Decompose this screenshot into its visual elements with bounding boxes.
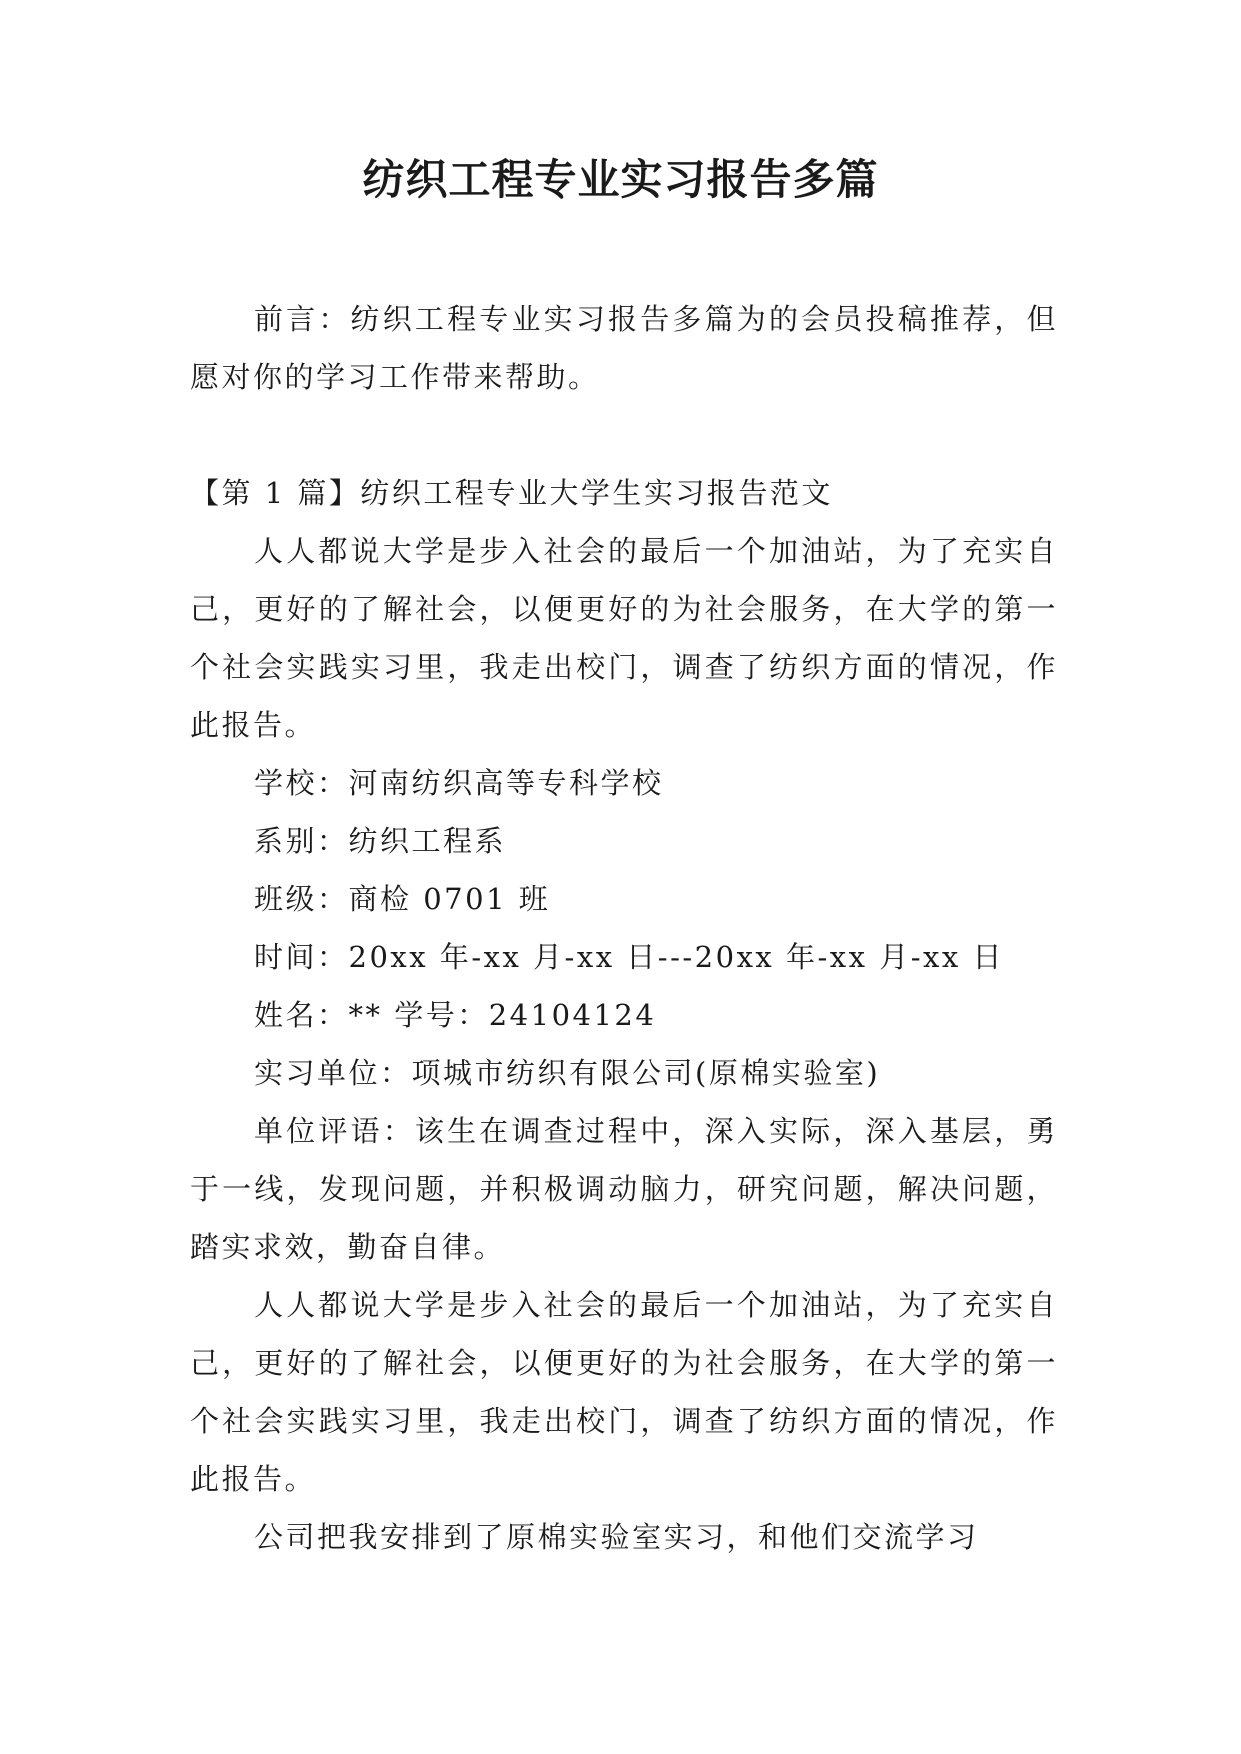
body-paragraph: 人人都说大学是步入社会的最后一个加油站，为了充实自己，更好的了解社会，以便更好的为社会服务，在大学的第一个社会实践实习里，我走出校门，调查了纺织方面的情况，作此报告。 xyxy=(190,534,1058,742)
unit-comment-paragraph: 单位评语：该生在调查过程中，深入实际，深入基层，勇于一线，发现问题，并积极调动脑力，研究问题，解决问题，踏实求效，勤奋自律。 xyxy=(190,1114,1058,1264)
body-paragraph: 人人都说大学是步入社会的最后一个加油站，为了充实自己，更好的了解社会，以便更好的为社会服务，在大学的第一个社会实践实习里，我走出校门，调查了纺织方面的情况，作此报告。 xyxy=(190,1288,1058,1496)
info-department: 系别：纺织工程系 xyxy=(254,824,507,858)
info-internship-unit: 实习单位：项城市纺织有限公司(原棉实验室) xyxy=(254,1056,881,1090)
info-class: 班级：商检 0701 班 xyxy=(254,882,551,916)
spacer xyxy=(190,406,1058,464)
preface-paragraph: 前言：纺织工程专业实习报告多篇为的会员投稿推荐，但愿对你的学习工作带来帮助。 xyxy=(190,302,1058,394)
document-title: 纺织工程专业实习报告多篇 xyxy=(362,155,879,204)
info-school: 学校：河南纺织高等专科学校 xyxy=(254,766,664,800)
info-name-id: 姓名：** 学号：24104124 xyxy=(254,998,657,1032)
info-time: 时间：20xx 年-xx 月-xx 日---20xx 年-xx 月-xx 日 xyxy=(254,940,1004,974)
section-heading: 【第 1 篇】纺织工程专业大学生实习报告范文 xyxy=(190,476,833,510)
document-body xyxy=(190,290,1058,1566)
body-paragraph: 公司把我安排到了原棉实验室实习，和他们交流学习 xyxy=(254,1520,979,1554)
